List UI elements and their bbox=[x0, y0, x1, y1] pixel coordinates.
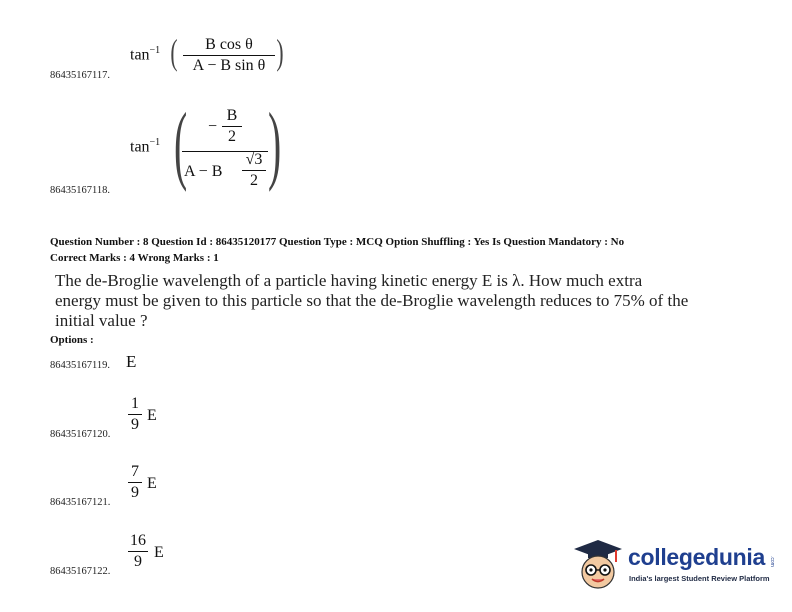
left-paren: ( bbox=[174, 96, 188, 193]
func-superscript: −1 bbox=[149, 137, 161, 148]
fraction-bar bbox=[242, 170, 266, 171]
numerator: B cos θ bbox=[205, 36, 253, 53]
func-name: tan bbox=[130, 46, 150, 64]
option-value: E bbox=[126, 352, 137, 371]
option-id: 86435167117. bbox=[50, 70, 110, 81]
option-id: 86435167121. bbox=[50, 497, 111, 508]
right-paren: ) bbox=[276, 32, 284, 72]
denominator-frac-top: √3 bbox=[245, 151, 263, 168]
tan-function bbox=[130, 45, 160, 64]
prev-option-117 bbox=[50, 30, 350, 86]
question-meta-line1: Question Number : 8 Question Id : 86435120177 Question Type : MCQ Option Shuffling : Yes Is Question Mandatory : No bbox=[50, 236, 625, 248]
option-numerator: 1 bbox=[131, 395, 139, 412]
fraction-bar bbox=[128, 414, 142, 415]
option-id: 86435167118. bbox=[50, 185, 110, 196]
option-suffix: E bbox=[147, 475, 157, 492]
prev-option-118 bbox=[50, 96, 350, 201]
question-text-line2: energy must be given to this particle so that the de-Broglie wavelength reduces to 75% of the bbox=[55, 291, 689, 310]
option-numerator: 7 bbox=[131, 463, 139, 480]
option-id: 86435167120. bbox=[50, 429, 111, 440]
left-paren: ( bbox=[170, 32, 178, 72]
fraction-bar bbox=[128, 482, 142, 483]
option-119[interactable] bbox=[50, 352, 250, 376]
right-paren: ) bbox=[268, 96, 282, 193]
logo-name: collegedunia bbox=[628, 544, 765, 570]
fraction-bar bbox=[183, 55, 275, 56]
option-id: 86435167122. bbox=[50, 566, 111, 577]
question-text bbox=[55, 271, 775, 331]
option-122[interactable] bbox=[50, 532, 250, 582]
option-id: 86435167119. bbox=[50, 360, 110, 371]
numerator-top: B bbox=[226, 107, 238, 124]
option-numerator: 16 bbox=[130, 532, 146, 549]
fraction-bar bbox=[222, 126, 242, 127]
option-suffix: E bbox=[154, 544, 164, 561]
options-label: Options : bbox=[50, 334, 94, 346]
denominator-left: A − B bbox=[184, 163, 223, 180]
denominator-frac-bottom: 2 bbox=[250, 171, 258, 189]
denominator: A − B sin θ bbox=[192, 56, 266, 74]
option-suffix: E bbox=[147, 407, 157, 424]
numerator-sign: − bbox=[208, 118, 218, 135]
tan-function bbox=[130, 137, 160, 156]
numerator-fraction bbox=[222, 107, 242, 145]
question-meta-line2: Correct Marks : 4 Wrong Marks : 1 bbox=[50, 252, 219, 264]
option-fraction bbox=[128, 463, 142, 501]
question-text-line3: initial value ? bbox=[55, 311, 148, 330]
logo-suffix: .com bbox=[769, 556, 775, 567]
fraction bbox=[183, 36, 275, 74]
option-fraction bbox=[128, 395, 142, 433]
option-121[interactable] bbox=[50, 463, 250, 513]
option-120[interactable] bbox=[50, 395, 250, 445]
option-denominator: 9 bbox=[131, 483, 139, 501]
student-avatar-icon bbox=[572, 538, 624, 592]
func-superscript: −1 bbox=[149, 45, 161, 56]
option-denominator: 9 bbox=[134, 552, 142, 570]
numerator-bottom: 2 bbox=[228, 127, 236, 145]
option-fraction bbox=[128, 532, 148, 570]
logo-tagline: India's largest Student Review Platform bbox=[629, 574, 770, 583]
denominator-fraction bbox=[242, 151, 266, 189]
collegedunia-logo bbox=[572, 536, 782, 594]
question-text-line1: The de-Broglie wavelength of a particle having kinetic energy E is λ. How much extra bbox=[55, 271, 643, 290]
option-denominator: 9 bbox=[131, 415, 139, 433]
func-name: tan bbox=[130, 138, 150, 156]
fraction-bar bbox=[128, 551, 148, 552]
